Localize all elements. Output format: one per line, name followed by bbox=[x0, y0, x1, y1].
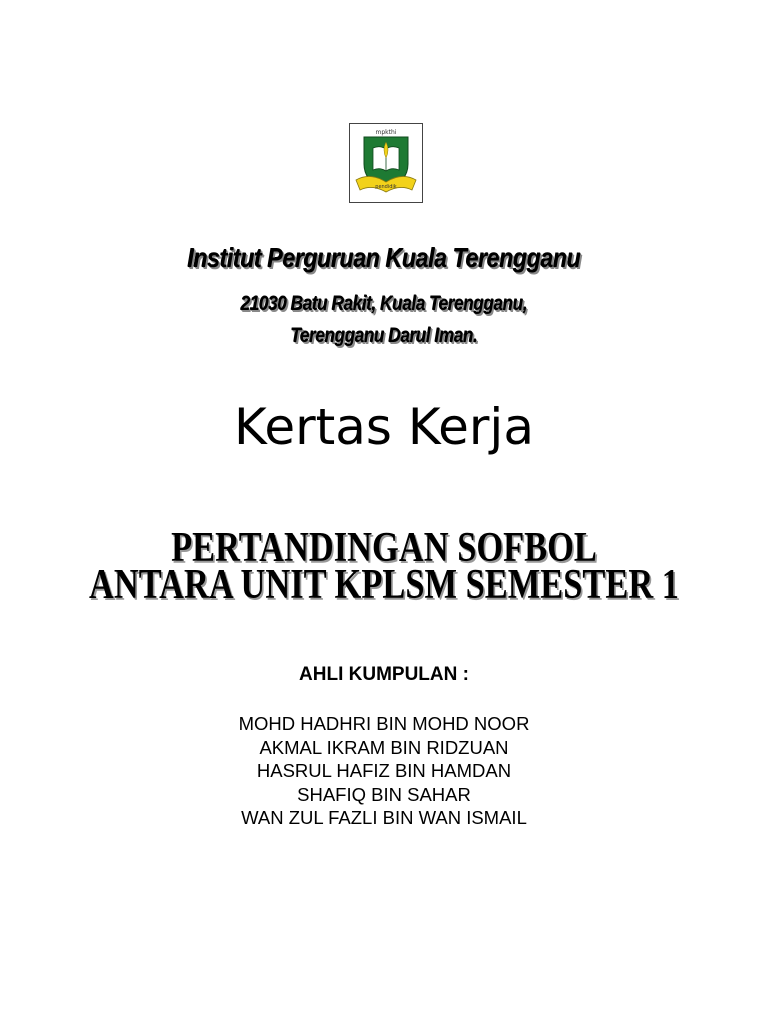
list-item: WAN ZUL FAZLI BIN WAN ISMAIL bbox=[241, 807, 527, 828]
event-title-line1: PERTANDINGAN SOFBOL bbox=[171, 525, 597, 571]
document-type-heading bbox=[0, 398, 768, 456]
institute-name: Institut Perguruan Kuala Terengganu bbox=[187, 243, 581, 273]
institute-address-line1: 21030 Batu Rakit, Kuala Terengganu, bbox=[240, 293, 528, 315]
crest-emblem-icon bbox=[350, 124, 422, 202]
crest-banner-text: pendidik bbox=[375, 184, 397, 190]
institute-crest-logo bbox=[349, 123, 423, 203]
members-heading: AHLI KUMPULAN : bbox=[299, 664, 469, 685]
crest-top-text: mpkthi bbox=[375, 129, 397, 136]
list-item: AKMAL IKRAM BIN RIDZUAN bbox=[259, 736, 509, 758]
members-list bbox=[0, 712, 768, 830]
list-item: HASRUL HAFIZ BIN HAMDAN bbox=[256, 760, 512, 781]
institute-address-line2: Terengganu Darul Iman. bbox=[290, 325, 478, 347]
document-type-text: Kertas Kerja bbox=[234, 398, 534, 456]
list-item: SHAFIQ BIN SAHAR bbox=[297, 783, 471, 805]
list-item: MOHD HADHRI BIN MOHD NOOR bbox=[238, 713, 530, 734]
event-title-line2: ANTARA UNIT KPLSM SEMESTER 1 bbox=[88, 562, 680, 608]
